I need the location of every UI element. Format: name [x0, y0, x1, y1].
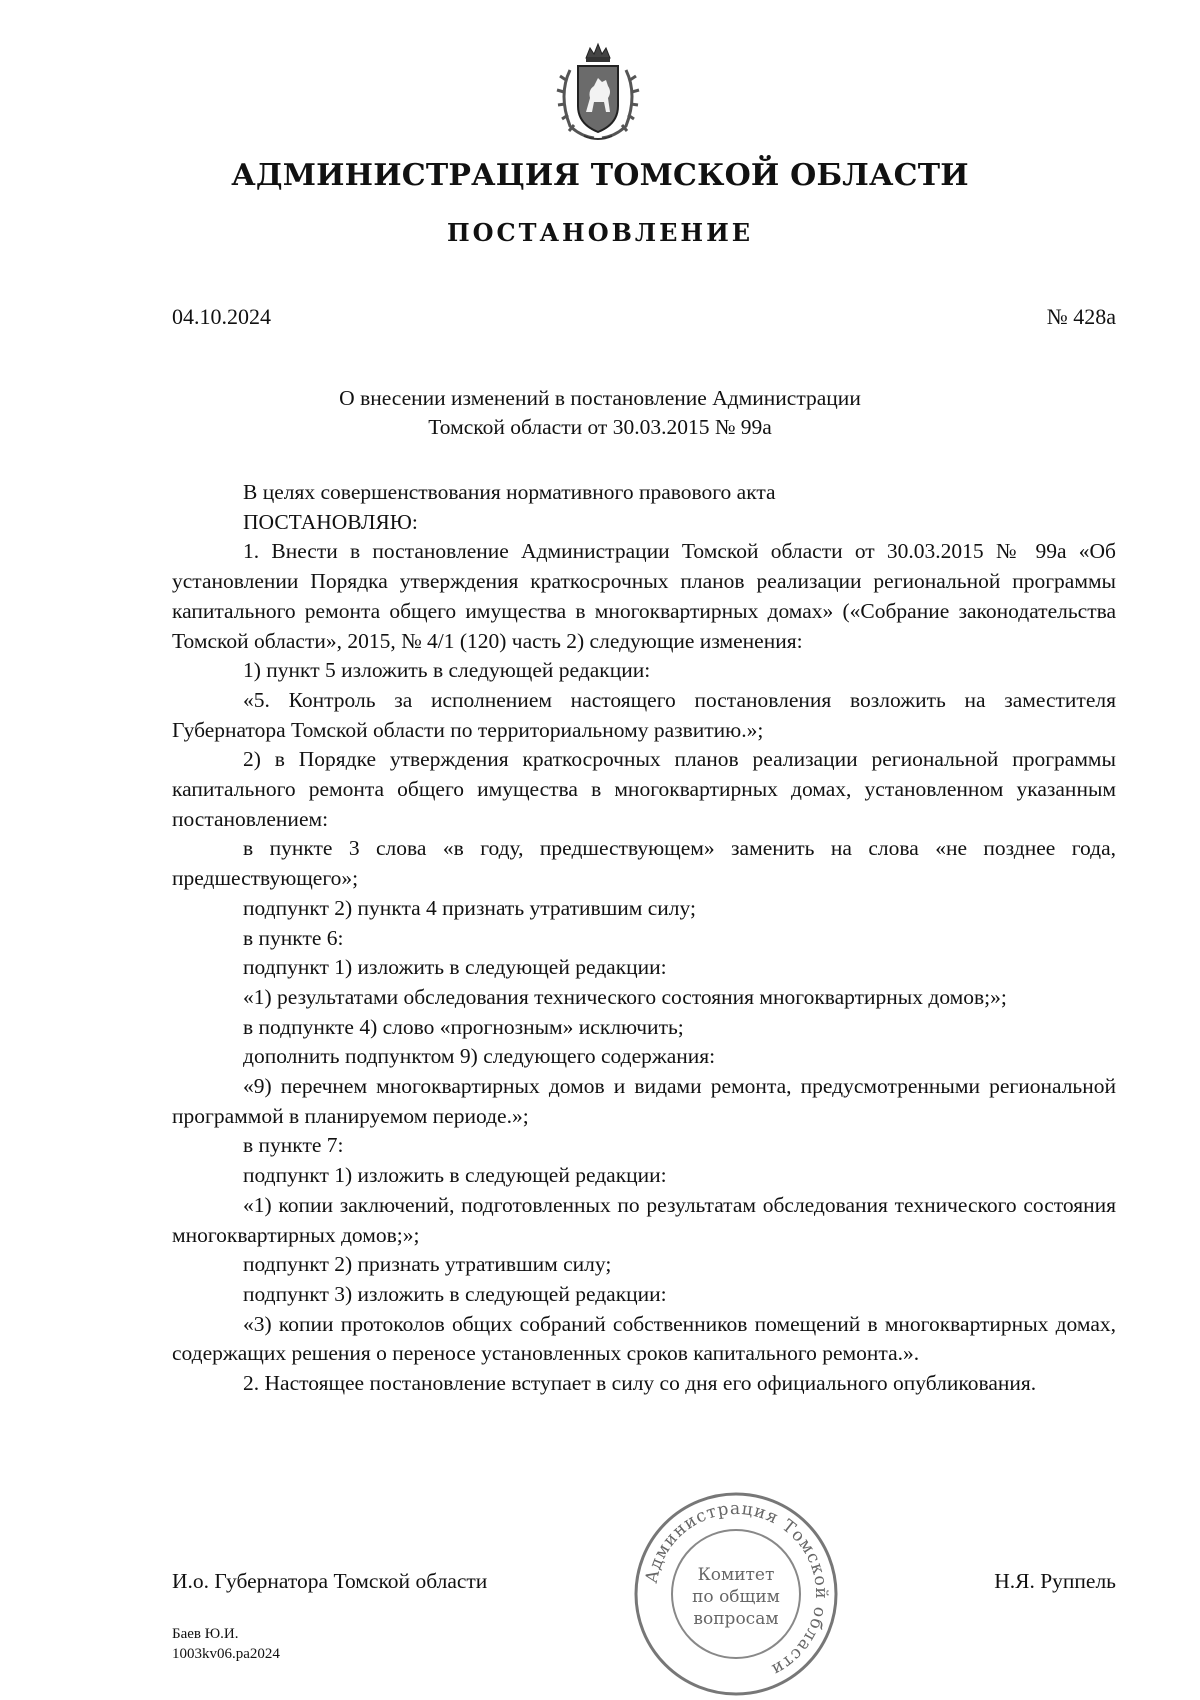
body-paragraph: подпункт 2) признать утратившим силу;: [243, 1252, 612, 1277]
footer-executor: Баев Ю.И.: [172, 1626, 239, 1642]
body-paragraph: В целях совершенствования нормативного правового акта: [243, 480, 776, 504]
subject-line: Томской области от 30.03.2015 № 99а: [428, 415, 772, 439]
body-paragraph: «1) копии заключений, подготовленных по результатам обследования технического состояния многоквартирных домов;»;: [172, 1192, 1116, 1247]
coat-of-arms-emblem: [548, 40, 648, 144]
body-paragraph: дополнить подпунктом 9) следующего содержания:: [243, 1044, 716, 1069]
footer-code: 1003kv06.pa2024: [172, 1646, 280, 1662]
body-paragraph: ПОСТАНОВЛЯЮ:: [243, 509, 418, 534]
body-paragraph: в пункте 7:: [243, 1133, 344, 1158]
body-paragraph: в пункте 3 слова «в году, предшествующем» заменить на слова «не позднее года, предшествующего»;: [172, 836, 1116, 891]
body-paragraph: «5. Контроль за исполнением настоящего постановления возложить на заместителя Губернатора Томской области по территориальному развитию.»;: [172, 687, 1116, 742]
signature-position: И.о. Губернатора Томской области: [172, 1569, 488, 1593]
body-paragraph: подпункт 1) изложить в следующей редакции:: [243, 955, 667, 980]
stamp-center-line: по общим: [692, 1587, 780, 1607]
body-paragraph: подпункт 2) пункта 4 признать утратившим силу;: [243, 895, 696, 920]
document-subject: [0, 384, 1200, 442]
body-paragraph: в пункте 6:: [243, 925, 344, 950]
body-paragraph: 2. Настоящее постановление вступает в силу со дня его официального опубликования.: [243, 1371, 1037, 1396]
body-paragraph: «9) перечнем многоквартирных домов и видами ремонта, предусмотренными региональной программой в планируемом периоде.»;: [172, 1074, 1116, 1128]
document-body: [172, 478, 1116, 1399]
body-paragraph: подпункт 1) изложить в следующей редакции:: [243, 1163, 667, 1188]
subject-line: О внесении изменений в постановление Администрации: [339, 386, 861, 410]
body-paragraph: подпункт 3) изложить в следующей редакции:: [243, 1281, 667, 1306]
document-number: № 428а: [1046, 304, 1116, 329]
document-footer: [172, 1624, 280, 1664]
body-paragraph: «3) копии протоколов общих собраний собственников помещений в многоквартирных домах, содержащих решения о переносе установленных сроков капитального ремонта.».: [172, 1311, 1116, 1366]
stamp-center-line: вопросам: [693, 1609, 779, 1629]
body-paragraph: 1. Внести в постановление Администрации Томской области от 30.03.2015 № 99а «Об установлении Порядка утверждения краткосрочных планов реализации региональной программы капитального ремонта общего имущества в многоквартирных домах» («Собрание законодательства Томской области», 2015, № 4/1 (120) часть 2) следующие изменения:: [172, 539, 1116, 653]
body-paragraph: 2) в Порядке утверждения краткосрочных планов реализации региональной программы капитального ремонта общего имущества в многоквартирных домах, установленном указанным постановлением:: [172, 747, 1116, 831]
official-stamp: [630, 1488, 842, 1700]
stamp-ring-text: Администрация Томской области: [641, 1498, 832, 1680]
document-type-title: ПОСТАНОВЛЕНИЕ: [446, 218, 754, 247]
body-paragraph: в подпункте 4) слово «прогнозным» исключить;: [243, 1014, 684, 1039]
stamp-center-line: Комитет: [697, 1565, 775, 1585]
signature-name: Н.Я. Руппель: [994, 1569, 1116, 1593]
body-paragraph: «1) результатами обследования технического состояния многоквартирных домов;»;: [243, 984, 1007, 1009]
document-date: 04.10.2024: [172, 304, 271, 329]
organization-title: АДМИНИСТРАЦИЯ ТОМСКОЙ ОБЛАСТИ: [231, 158, 969, 193]
body-paragraph: 1) пункт 5 изложить в следующей редакции:: [243, 658, 651, 683]
